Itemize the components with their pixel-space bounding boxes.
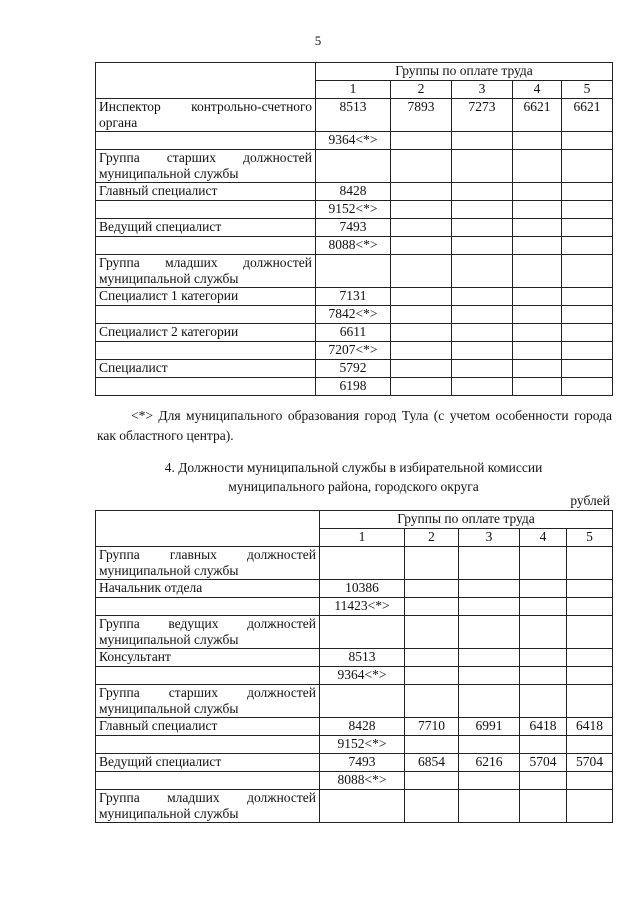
salary-value	[391, 255, 452, 288]
salary-value: 5704	[520, 754, 567, 772]
position-label	[96, 132, 316, 150]
salary-value	[520, 685, 567, 718]
salary-value: 9364<*>	[316, 132, 391, 150]
salary-value: 5792	[316, 360, 391, 378]
salary-value	[459, 649, 520, 667]
salary-value	[567, 790, 613, 823]
salary-value	[391, 378, 452, 396]
section-title-line1: 4. Должности муниципальной службы в избирательной комиссии	[164, 460, 543, 475]
salary-value	[320, 547, 405, 580]
salary-value	[405, 580, 459, 598]
group-number: 2	[391, 81, 452, 99]
salary-value	[452, 219, 513, 237]
position-label	[96, 342, 316, 360]
salary-value: 9364<*>	[320, 667, 405, 685]
salary-value	[452, 342, 513, 360]
salary-value: 9152<*>	[320, 736, 405, 754]
salary-value	[459, 547, 520, 580]
salary-value: 5704	[567, 754, 613, 772]
salary-value	[562, 132, 613, 150]
salary-value	[405, 772, 459, 790]
table-row	[96, 324, 613, 342]
table-row	[96, 790, 613, 823]
salary-value: 7207<*>	[316, 342, 391, 360]
table-row	[96, 736, 613, 754]
salary-value	[452, 150, 513, 183]
salary-value	[459, 667, 520, 685]
salary-value	[405, 616, 459, 649]
position-label	[96, 667, 320, 685]
table-row	[96, 132, 613, 150]
position-label: Группа старших должностей муниципальной службы	[96, 150, 316, 183]
page-number: 5	[314, 33, 322, 48]
position-label: Группа ведущих должностей муниципальной службы	[96, 616, 320, 649]
group-number: 4	[513, 81, 562, 99]
salary-value	[520, 667, 567, 685]
salary-value	[513, 288, 562, 306]
salary-value: 6621	[562, 99, 613, 132]
salary-value	[452, 360, 513, 378]
salary-value	[405, 790, 459, 823]
salary-value	[459, 790, 520, 823]
salary-value	[316, 150, 391, 183]
unit-label: рублей	[570, 493, 610, 508]
salary-value	[562, 306, 613, 324]
salary-value	[405, 598, 459, 616]
salary-value	[520, 598, 567, 616]
salary-value	[562, 360, 613, 378]
table-row	[96, 360, 613, 378]
position-label	[96, 237, 316, 255]
salary-value	[452, 255, 513, 288]
salary-value	[391, 324, 452, 342]
table-row	[96, 685, 613, 718]
salary-value: 8428	[320, 718, 405, 736]
salary-value	[405, 547, 459, 580]
salary-value	[567, 649, 613, 667]
salary-value	[567, 685, 613, 718]
salary-value	[562, 183, 613, 201]
position-label: Группа младших должностей муниципальной службы	[96, 790, 320, 823]
salary-value	[391, 150, 452, 183]
position-label: Начальник отдела	[96, 580, 320, 598]
table-row	[96, 580, 613, 598]
salary-value	[391, 132, 452, 150]
position-label: Инспектор контрольно-счетного органа	[96, 99, 316, 132]
position-label	[96, 736, 320, 754]
salary-value	[562, 342, 613, 360]
header-empty-cell	[96, 511, 320, 547]
salary-value	[452, 237, 513, 255]
table-row	[96, 183, 613, 201]
salary-value	[513, 306, 562, 324]
table-row	[96, 649, 613, 667]
position-label: Группа главных должностей муниципальной службы	[96, 547, 320, 580]
salary-value	[316, 255, 391, 288]
table-row	[96, 718, 613, 736]
salary-value	[562, 201, 613, 219]
salary-value	[513, 378, 562, 396]
salary-value	[562, 237, 613, 255]
salary-value	[520, 790, 567, 823]
table-row	[96, 547, 613, 580]
salary-value	[562, 288, 613, 306]
salary-value	[452, 288, 513, 306]
position-label: Специалист 2 категории	[96, 324, 316, 342]
salary-value	[513, 201, 562, 219]
table-row	[96, 219, 613, 237]
table-row	[96, 201, 613, 219]
salary-value: 8088<*>	[316, 237, 391, 255]
table-row	[96, 616, 613, 649]
salary-value	[459, 772, 520, 790]
salary-value	[391, 342, 452, 360]
salary-value	[391, 219, 452, 237]
group-number: 5	[567, 529, 613, 547]
salary-value	[405, 667, 459, 685]
salary-value	[405, 685, 459, 718]
salary-value	[513, 150, 562, 183]
salary-value	[320, 616, 405, 649]
position-label	[96, 772, 320, 790]
salary-value	[391, 201, 452, 219]
salary-value	[520, 649, 567, 667]
section-title	[95, 458, 612, 496]
position-label: Ведущий специалист	[96, 754, 320, 772]
group-number: 1	[320, 529, 405, 547]
salary-value: 7710	[405, 718, 459, 736]
salary-value: 6216	[459, 754, 520, 772]
salary-table-2	[95, 510, 613, 823]
table-row	[96, 150, 613, 183]
salary-value	[452, 306, 513, 324]
salary-value: 8513	[320, 649, 405, 667]
salary-value	[459, 616, 520, 649]
salary-value	[567, 772, 613, 790]
salary-value	[513, 183, 562, 201]
salary-value	[452, 132, 513, 150]
group-number: 3	[459, 529, 520, 547]
salary-value: 8513	[316, 99, 391, 132]
salary-value	[567, 616, 613, 649]
salary-value: 11423<*>	[320, 598, 405, 616]
salary-value	[520, 547, 567, 580]
table-row	[96, 598, 613, 616]
table-row	[96, 255, 613, 288]
salary-value: 7131	[316, 288, 391, 306]
table-body	[96, 547, 613, 823]
table-row	[96, 306, 613, 324]
salary-value	[459, 736, 520, 754]
position-label	[96, 378, 316, 396]
group-number: 2	[405, 529, 459, 547]
group-number: 5	[562, 81, 613, 99]
salary-value: 6991	[459, 718, 520, 736]
salary-value	[520, 736, 567, 754]
salary-value	[567, 736, 613, 754]
salary-value	[391, 306, 452, 324]
salary-value	[452, 201, 513, 219]
salary-value	[562, 324, 613, 342]
header-empty-cell	[96, 63, 316, 99]
salary-value	[513, 360, 562, 378]
salary-value	[520, 616, 567, 649]
table-row	[96, 342, 613, 360]
salary-value: 7273	[452, 99, 513, 132]
group-number: 1	[316, 81, 391, 99]
salary-value: 8088<*>	[320, 772, 405, 790]
salary-value: 10386	[320, 580, 405, 598]
table-header-row	[96, 63, 613, 81]
salary-value	[567, 667, 613, 685]
salary-value	[562, 255, 613, 288]
salary-value	[513, 237, 562, 255]
group-number: 3	[452, 81, 513, 99]
table-row	[96, 378, 613, 396]
salary-value: 7493	[320, 754, 405, 772]
position-label: Консультант	[96, 649, 320, 667]
salary-value: 6611	[316, 324, 391, 342]
footnote: <*> Для муниципального образования город Тула (с учетом особенности города как областного центра).	[97, 408, 612, 443]
salary-value: 7493	[316, 219, 391, 237]
salary-value	[567, 598, 613, 616]
salary-value	[459, 598, 520, 616]
salary-value	[562, 219, 613, 237]
header-group-title: Группы по оплате труда	[320, 511, 613, 529]
salary-value: 6854	[405, 754, 459, 772]
table-header-row	[96, 511, 613, 529]
salary-value	[513, 219, 562, 237]
table-row	[96, 99, 613, 132]
table-row	[96, 772, 613, 790]
table-body	[96, 99, 613, 396]
salary-value	[320, 790, 405, 823]
salary-value: 8428	[316, 183, 391, 201]
position-label: Группа младших должностей муниципальной службы	[96, 255, 316, 288]
salary-value	[562, 150, 613, 183]
position-label	[96, 306, 316, 324]
table-row	[96, 237, 613, 255]
salary-value: 6198	[316, 378, 391, 396]
salary-value	[567, 580, 613, 598]
salary-value	[452, 183, 513, 201]
salary-value	[459, 580, 520, 598]
salary-value	[513, 132, 562, 150]
header-group-title: Группы по оплате труда	[316, 63, 613, 81]
section-title-line2: муниципального района, городского округа	[228, 479, 479, 494]
position-label: Специалист	[96, 360, 316, 378]
salary-value	[405, 649, 459, 667]
salary-value	[459, 685, 520, 718]
position-label: Главный специалист	[96, 718, 320, 736]
group-number: 4	[520, 529, 567, 547]
position-label: Специалист 1 категории	[96, 288, 316, 306]
salary-value	[391, 183, 452, 201]
position-label: Ведущий специалист	[96, 219, 316, 237]
salary-value	[391, 288, 452, 306]
salary-value	[391, 360, 452, 378]
salary-value	[562, 378, 613, 396]
position-label: Главный специалист	[96, 183, 316, 201]
position-label	[96, 201, 316, 219]
salary-value	[520, 772, 567, 790]
salary-value: 6418	[567, 718, 613, 736]
table-row	[96, 288, 613, 306]
salary-value: 7842<*>	[316, 306, 391, 324]
salary-value	[513, 324, 562, 342]
salary-value	[452, 324, 513, 342]
salary-value	[320, 685, 405, 718]
salary-value: 6621	[513, 99, 562, 132]
salary-value	[520, 580, 567, 598]
table-row	[96, 754, 613, 772]
salary-value	[452, 378, 513, 396]
position-label: Группа старших должностей муниципальной службы	[96, 685, 320, 718]
salary-value	[513, 255, 562, 288]
table-row	[96, 667, 613, 685]
position-label	[96, 598, 320, 616]
salary-table-1	[95, 62, 613, 396]
salary-value	[405, 736, 459, 754]
salary-value	[567, 547, 613, 580]
salary-value: 6418	[520, 718, 567, 736]
salary-value	[513, 342, 562, 360]
salary-value	[391, 237, 452, 255]
salary-value: 9152<*>	[316, 201, 391, 219]
salary-value: 7893	[391, 99, 452, 132]
